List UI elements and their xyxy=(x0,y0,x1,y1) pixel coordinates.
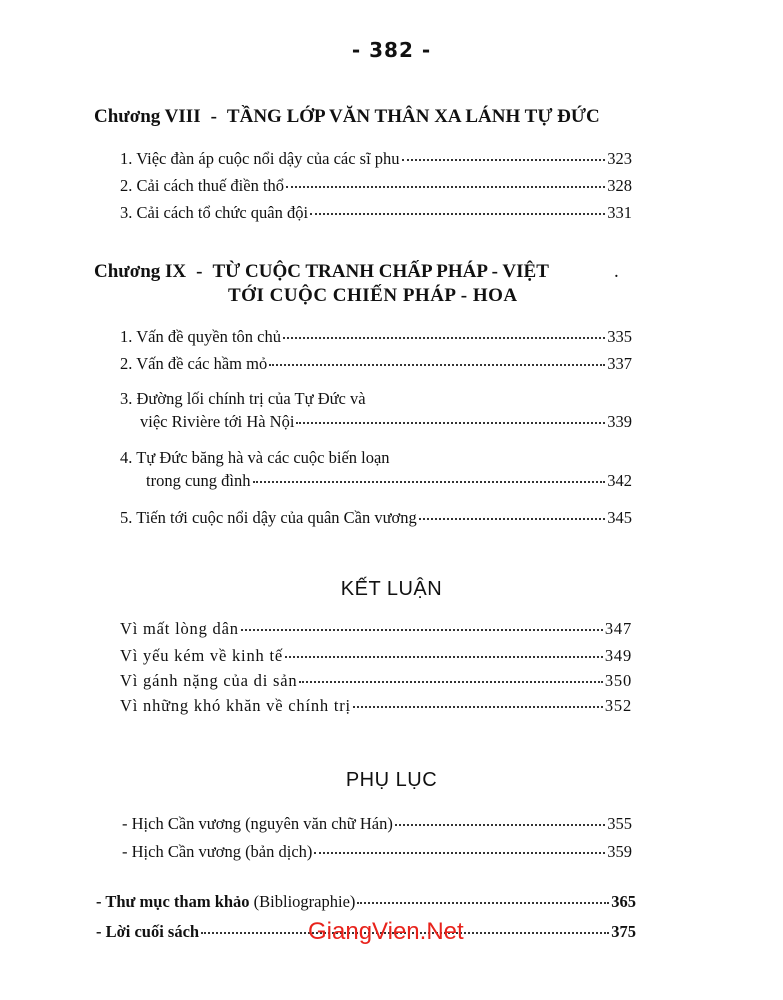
toc-entry[interactable] xyxy=(120,354,632,374)
dot-leader xyxy=(299,681,602,683)
toc-entry-label: - Thư mục tham khảo xyxy=(96,892,250,911)
dot-leader xyxy=(310,213,605,215)
stray-mark: . xyxy=(614,261,619,282)
dot-leader xyxy=(353,706,603,708)
toc-entry-label: - Hịch Cần vương (bản dịch) xyxy=(122,842,313,861)
toc-entry[interactable] xyxy=(120,176,632,196)
toc-entry-page: 345 xyxy=(607,508,632,527)
toc-entry[interactable] xyxy=(120,149,632,169)
dot-leader xyxy=(253,481,606,483)
chapter-8-heading xyxy=(94,106,600,128)
toc-entry-page: 337 xyxy=(607,354,632,373)
toc-entry-label: Vì yếu kém về kinh tế xyxy=(120,646,283,665)
chapter-8-label: Chương VIII xyxy=(94,106,201,127)
chapter-9-label: Chương IX xyxy=(94,261,187,282)
toc-entry[interactable] xyxy=(122,842,632,862)
dot-leader xyxy=(395,824,605,826)
toc-entry[interactable] xyxy=(122,814,632,834)
toc-entry[interactable] xyxy=(120,327,632,347)
toc-entry[interactable] xyxy=(120,619,632,639)
chapter-9-title-line2: TỚI CUỘC CHIẾN PHÁP - HOA xyxy=(228,285,518,306)
dot-leader xyxy=(269,364,605,366)
toc-entry-page: 359 xyxy=(607,842,632,861)
toc-entry-label: Vì những khó khăn về chính trị xyxy=(120,696,351,715)
toc-entry-page: 323 xyxy=(607,149,632,168)
toc-entry-label: - Hịch Cần vương (nguyên văn chữ Hán) xyxy=(122,814,393,833)
dot-leader xyxy=(357,902,609,904)
page-number: - 382 - xyxy=(351,38,432,62)
toc-entry-line1: 4. Tự Đức băng hà và các cuộc biến loạn xyxy=(120,448,390,467)
chapter-9-heading xyxy=(94,261,619,307)
toc-entry-label: trong cung đình xyxy=(146,471,251,490)
toc-entry[interactable] xyxy=(120,646,632,666)
toc-entry[interactable] xyxy=(120,671,632,691)
dot-leader xyxy=(419,518,605,520)
dot-leader xyxy=(241,629,603,631)
appendix-heading: PHỤ LỤC xyxy=(345,769,438,791)
toc-entry-page: 375 xyxy=(611,922,636,941)
dot-leader xyxy=(402,159,606,161)
toc-entry-page: 335 xyxy=(607,327,632,346)
toc-entry-label: việc Rivière tới Hà Nội xyxy=(140,412,295,431)
toc-entry-line1: 3. Đường lối chính trị của Tự Đức và xyxy=(120,389,366,408)
chapter-8-title: TẦNG LỚP VĂN THÂN XA LÁNH TỰ ĐỨC xyxy=(226,106,600,127)
chapter-9-title-line1: TỪ CUỘC TRANH CHẤP PHÁP - VIỆT xyxy=(212,261,549,282)
dot-leader xyxy=(314,852,605,854)
toc-entry-label: - Lời cuối sách xyxy=(96,922,200,941)
toc-entry[interactable] xyxy=(120,696,632,716)
dot-leader xyxy=(296,422,605,424)
toc-entry[interactable] xyxy=(140,412,632,432)
toc-entry-label: 5. Tiến tới cuộc nổi dậy của quân Cần vương xyxy=(120,508,417,527)
toc-entry-page: 347 xyxy=(604,619,632,638)
chapter-9-separator: - xyxy=(196,261,203,282)
toc-entry-label: 3. Cải cách tổ chức quân đội xyxy=(120,203,309,222)
toc-entry-page: 352 xyxy=(604,696,632,715)
toc-entry-page: 328 xyxy=(607,176,632,195)
toc-entry-page: 349 xyxy=(604,646,632,665)
chapter-8-separator: - xyxy=(210,106,217,127)
toc-entry-page: 342 xyxy=(607,471,632,490)
toc-entry[interactable] xyxy=(120,508,632,528)
dot-leader xyxy=(283,337,605,339)
toc-entry[interactable] xyxy=(120,203,632,223)
toc-entry-page: 350 xyxy=(604,671,632,690)
toc-entry[interactable] xyxy=(96,892,636,912)
dot-leader xyxy=(286,186,605,188)
toc-entry-label: 2. Vấn đề các hầm mỏ xyxy=(120,354,268,373)
watermark: GiangVien.Net xyxy=(308,918,464,945)
toc-entry-label: Vì mất lòng dân xyxy=(120,619,239,638)
dot-leader xyxy=(285,656,603,658)
toc-entry-page: 339 xyxy=(607,412,632,431)
toc-entry[interactable] xyxy=(146,471,632,491)
toc-entry-label: Vì gánh nặng của di sản xyxy=(120,671,298,690)
toc-entry-page: 365 xyxy=(611,892,636,911)
toc-entry-label: 1. Vấn đề quyền tôn chủ xyxy=(120,327,281,346)
toc-entry-label: 1. Việc đàn áp cuộc nổi dậy của các sĩ phu xyxy=(120,149,400,168)
toc-entry-page: 355 xyxy=(607,814,632,833)
conclusion-heading: KẾT LUẬN xyxy=(340,578,443,600)
toc-entry-label: 2. Cải cách thuế điền thổ xyxy=(120,176,285,195)
toc-entry-page: 331 xyxy=(607,203,632,222)
toc-entry-label-extra: (Bibliographie) xyxy=(249,892,356,911)
